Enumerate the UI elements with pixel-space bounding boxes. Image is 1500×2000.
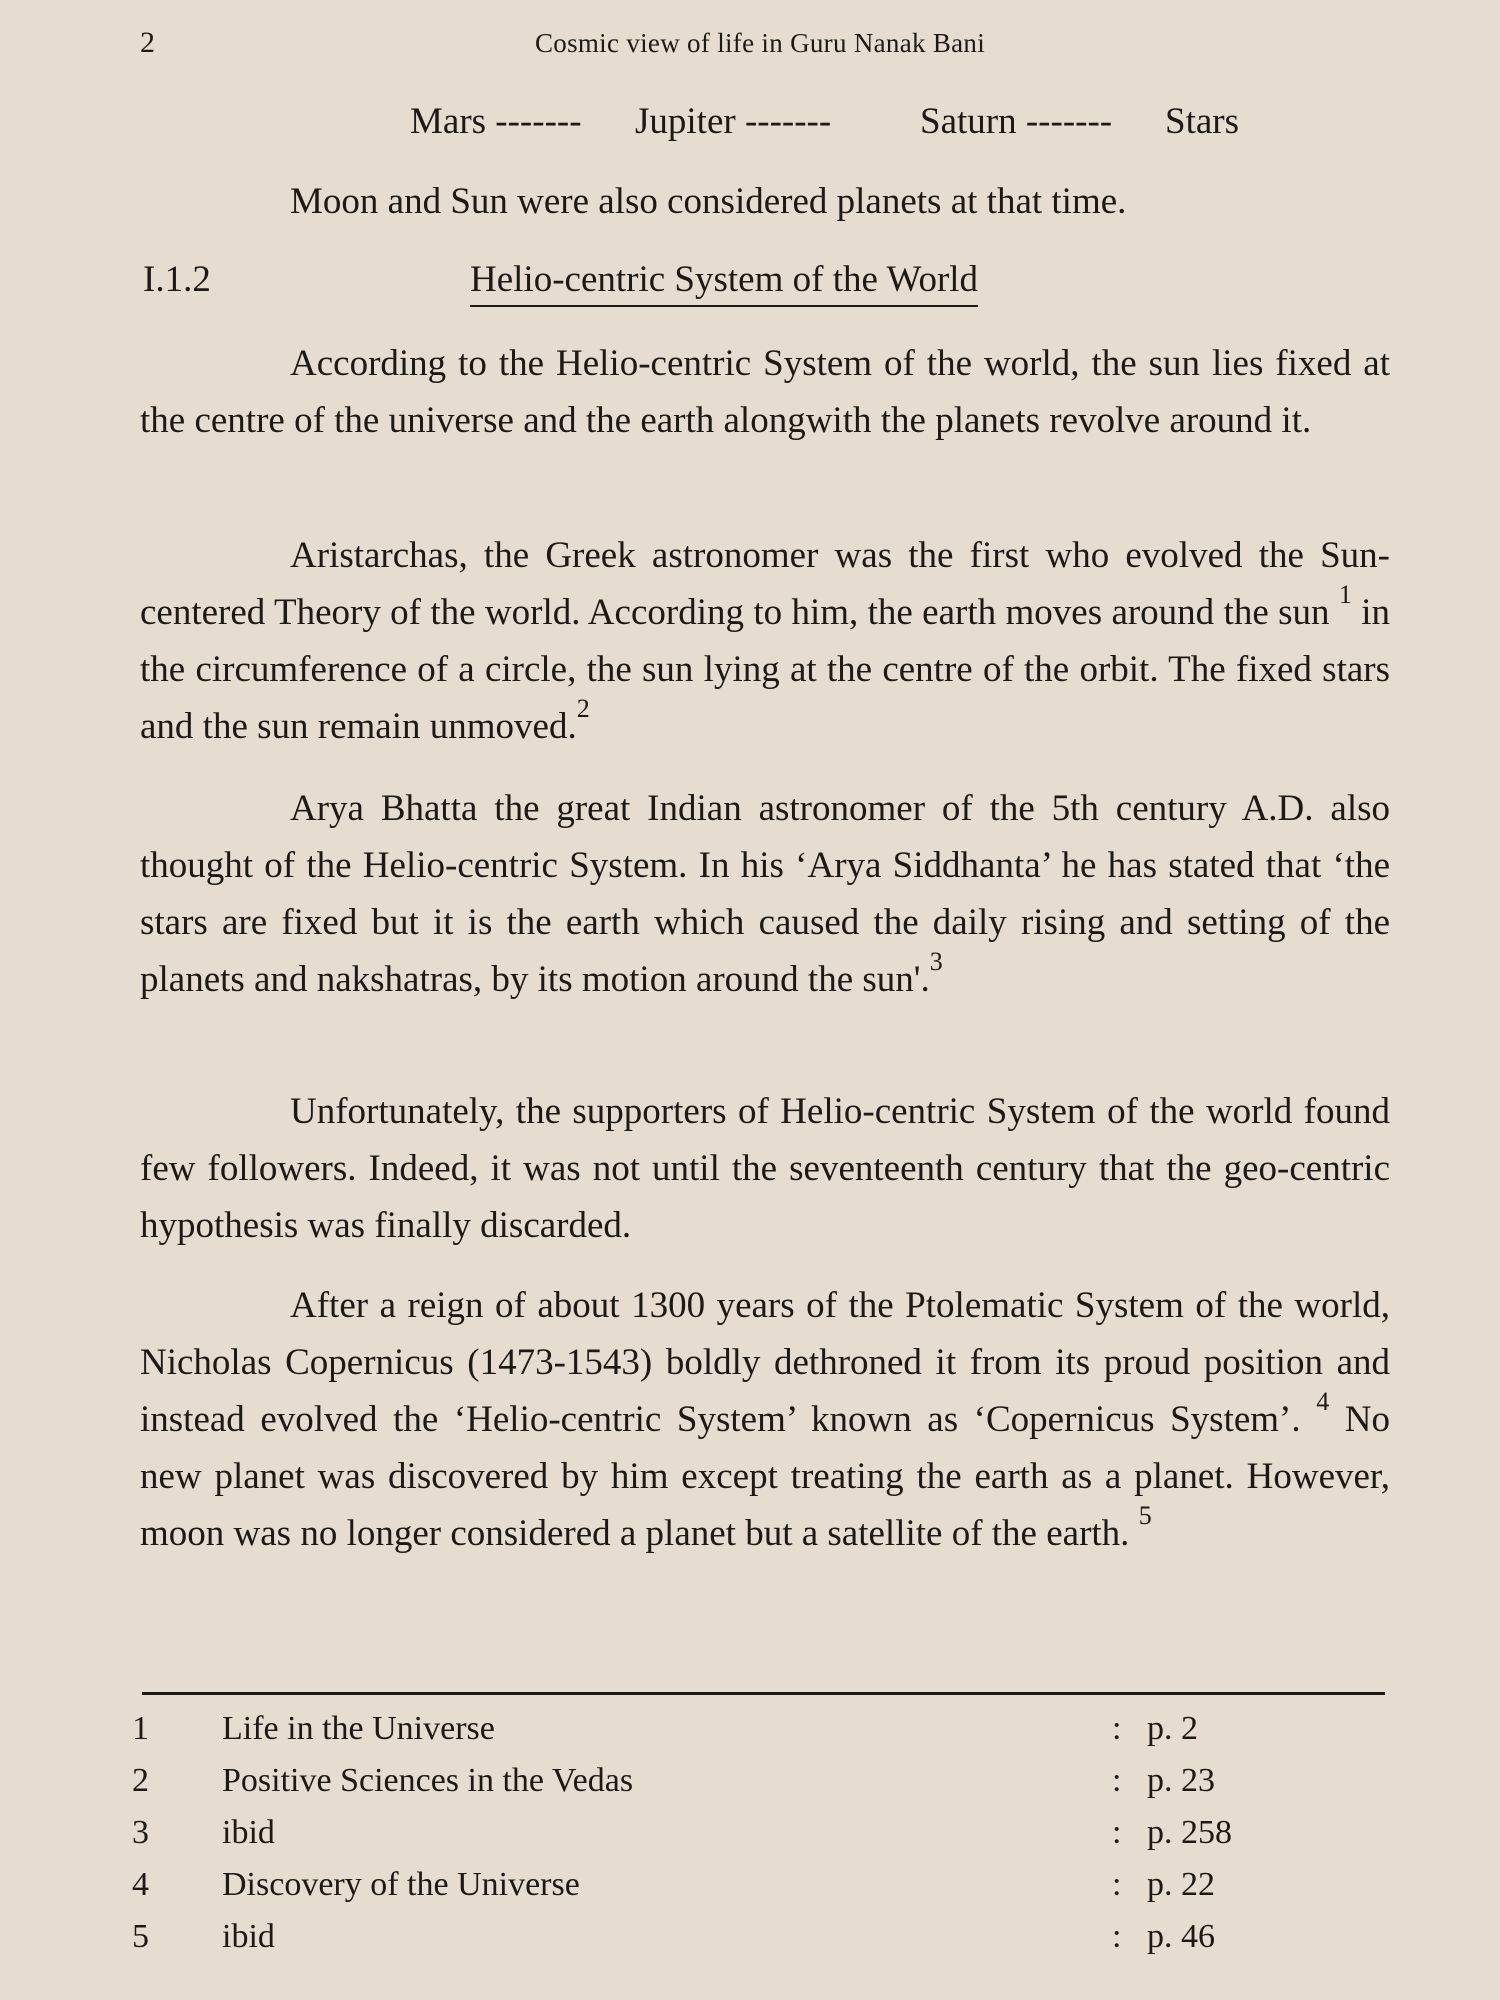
paragraph-2-text-a: Aristarchas, the Greek astronomer was the first who evolved the Sun-centered Theory of the world. According to him, the earth moves around the sun	[140, 535, 1390, 633]
footnote-number: 2	[132, 1762, 149, 1799]
paragraph-3-text: Arya Bhatta the great Indian astronomer of the 5th century A.D. also thought of the Helio-centric System. In his ‘Arya Siddhanta’ he has stated that ‘the stars are fixed but it is the earth which caused the daily rising and setting of the planets and nakshatras, by its motion around the sun'.	[140, 788, 1390, 1000]
paragraph-4-text: Unfortunately, the supporters of Helio-centric System of the world found few followers. Indeed, it was not until the seventeenth century that the geo-centric hypothesis was finally discarded.	[140, 1091, 1390, 1246]
footnotes	[132, 1710, 1402, 1970]
footnote-number: 3	[132, 1814, 149, 1851]
planet-sequence	[410, 100, 1239, 143]
footnote-ref-1: 1	[1338, 579, 1352, 609]
paragraph-1-text: According to the Helio-centric System of the world, the sun lies fixed at the centre of the universe and the earth alongwith the planets revolve around it.	[140, 343, 1390, 441]
paragraph-5	[140, 1277, 1390, 1562]
footnote-separator: :	[1112, 1710, 1122, 1747]
footnote-divider	[142, 1692, 1385, 1695]
section-title: Helio-centric System of the World	[470, 258, 978, 307]
running-title: Cosmic view of life in Guru Nanak Bani	[534, 28, 986, 58]
footnote-page: p. 46	[1147, 1918, 1215, 1955]
footnote-row	[132, 1918, 1402, 1970]
footnote-row	[132, 1866, 1402, 1918]
paragraph-3	[140, 780, 1390, 1008]
footnote-ref-2: 2	[576, 693, 590, 723]
planet-stars: Stars	[1165, 101, 1239, 142]
footnote-separator: :	[1112, 1762, 1122, 1799]
footnote-row	[132, 1710, 1402, 1762]
footnote-page: p. 2	[1147, 1710, 1198, 1747]
paragraph-4	[140, 1083, 1390, 1254]
footnote-number: 4	[132, 1866, 149, 1903]
footnote-title: Positive Sciences in the Vedas	[222, 1762, 634, 1799]
footnote-separator: :	[1112, 1814, 1122, 1851]
section-number: I.1.2	[143, 259, 211, 300]
footnote-row	[132, 1814, 1402, 1866]
planet-mars: Mars -------	[410, 101, 582, 142]
footnote-separator: :	[1112, 1866, 1122, 1903]
footnote-ref-3: 3	[929, 946, 943, 976]
moon-sun-note: Moon and Sun were also considered planets at that time.	[290, 181, 1127, 222]
footnote-row	[132, 1762, 1402, 1814]
footnote-number: 1	[132, 1710, 149, 1747]
footnote-page: p. 23	[1147, 1762, 1215, 1799]
footnote-title: Discovery of the Universe	[222, 1866, 580, 1903]
paragraph-2	[140, 527, 1390, 755]
footnote-ref-4: 4	[1316, 1386, 1330, 1416]
footnote-page: p. 258	[1147, 1814, 1232, 1851]
footnote-page: p. 22	[1147, 1866, 1215, 1903]
footnote-title: Life in the Universe	[222, 1710, 495, 1747]
paragraph-1	[140, 335, 1390, 449]
footnote-ref-5: 5	[1138, 1500, 1152, 1530]
page-number: 2	[140, 26, 155, 59]
footnote-number: 5	[132, 1918, 149, 1955]
paragraph-5-text-a: After a reign of about 1300 years of the Ptolematic System of the world, Nicholas Copernicus (1473-1543) boldly dethroned it from its proud position and instead evolved the ‘Helio-centric System’ known as ‘Copernicus System’.	[140, 1285, 1390, 1440]
footnote-title: ibid	[222, 1918, 275, 1955]
footnote-title: ibid	[222, 1814, 275, 1851]
running-head	[140, 26, 1380, 66]
paragraph-2-text-b: in the circumference of a circle, the sun lying at the centre of the orbit. The fixed stars and the sun remain unmoved.	[140, 592, 1391, 747]
paragraph-5-text-b: No new planet was discovered by him except treating the earth as a planet. However, moon was no longer considered a planet but a satellite of the earth.	[140, 1399, 1391, 1554]
planet-jupiter: Jupiter -------	[635, 101, 832, 142]
planet-saturn: Saturn -------	[920, 101, 1113, 142]
footnote-separator: :	[1112, 1918, 1122, 1955]
